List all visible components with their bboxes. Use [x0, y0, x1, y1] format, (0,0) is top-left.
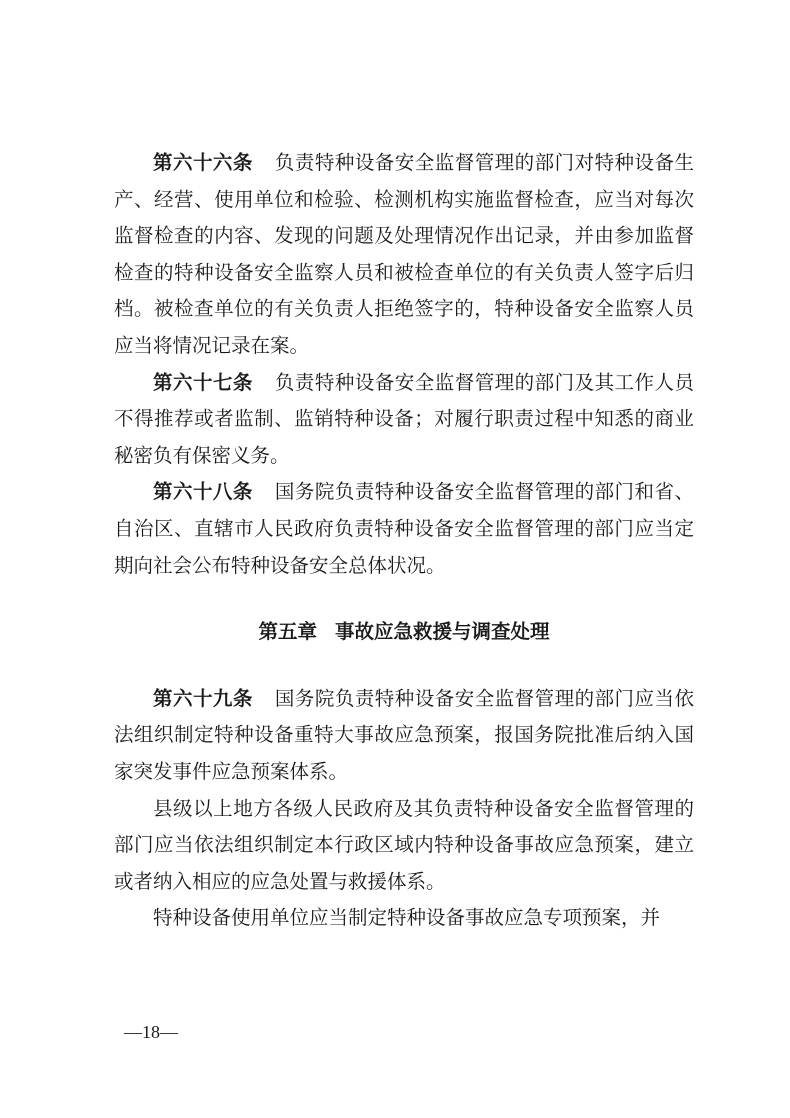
page-number: —18— — [124, 1022, 178, 1042]
article-66-text: 负责特种设备安全监督管理的部门对特种设备生产、经营、使用单位和检验、检测机构实施监督检查，应当对每次监督检查的内容、发现的问题及处理情况作出记录，并由参加监督检查的特种设备安全监察人员和被检查单位的有关负责人签字后归档。被检查单位的有关负责人拒绝签字的，特种设备安全监察人员应当将情况记录在案。 — [114, 151, 694, 357]
chapter-number: 第五章 — [258, 620, 317, 644]
document-body — [114, 145, 694, 937]
article-67-text: 负责特种设备安全监督管理的部门及其工作人员不得推荐或者监制、监销特种设备；对履行职责过程中知悉的商业秘密负有保密义务。 — [114, 370, 694, 467]
article-68-label: 第六十八条 — [153, 480, 253, 504]
chapter-title: 事故应急救援与调查处理 — [335, 620, 550, 644]
article-69-paragraph-3: 特种设备使用单位应当制定特种设备事故应急专项预案，并 — [153, 906, 661, 930]
article-69-label: 第六十九条 — [153, 686, 253, 710]
article-69-paragraph-2: 县级以上地方各级人民政府及其负责特种设备安全监督管理的部门应当依法组织制定本行政区域内特种设备事故应急预案，建立或者纳入相应的应急处置与救援体系。 — [114, 796, 694, 893]
article-66-label: 第六十六条 — [153, 151, 253, 174]
chapter-heading — [114, 614, 694, 651]
article-67-paragraph — [114, 365, 694, 475]
article-69-text: 国务院负责特种设备安全监督管理的部门应当依法组织制定特种设备重特大事故应急预案，报国务院批准后纳入国家突发事件应急预案体系。 — [114, 686, 694, 783]
article-69-paragraph — [114, 681, 694, 791]
article-66-paragraph — [114, 145, 694, 365]
article-68-text: 国务院负责特种设备安全监督管理的部门和省、自治区、直辖市人民政府负责特种设备安全监督管理的部门应当定期向社会公布特种设备安全总体状况。 — [114, 480, 694, 577]
article-68-paragraph — [114, 474, 694, 584]
article-67-label: 第六十七条 — [153, 370, 253, 394]
